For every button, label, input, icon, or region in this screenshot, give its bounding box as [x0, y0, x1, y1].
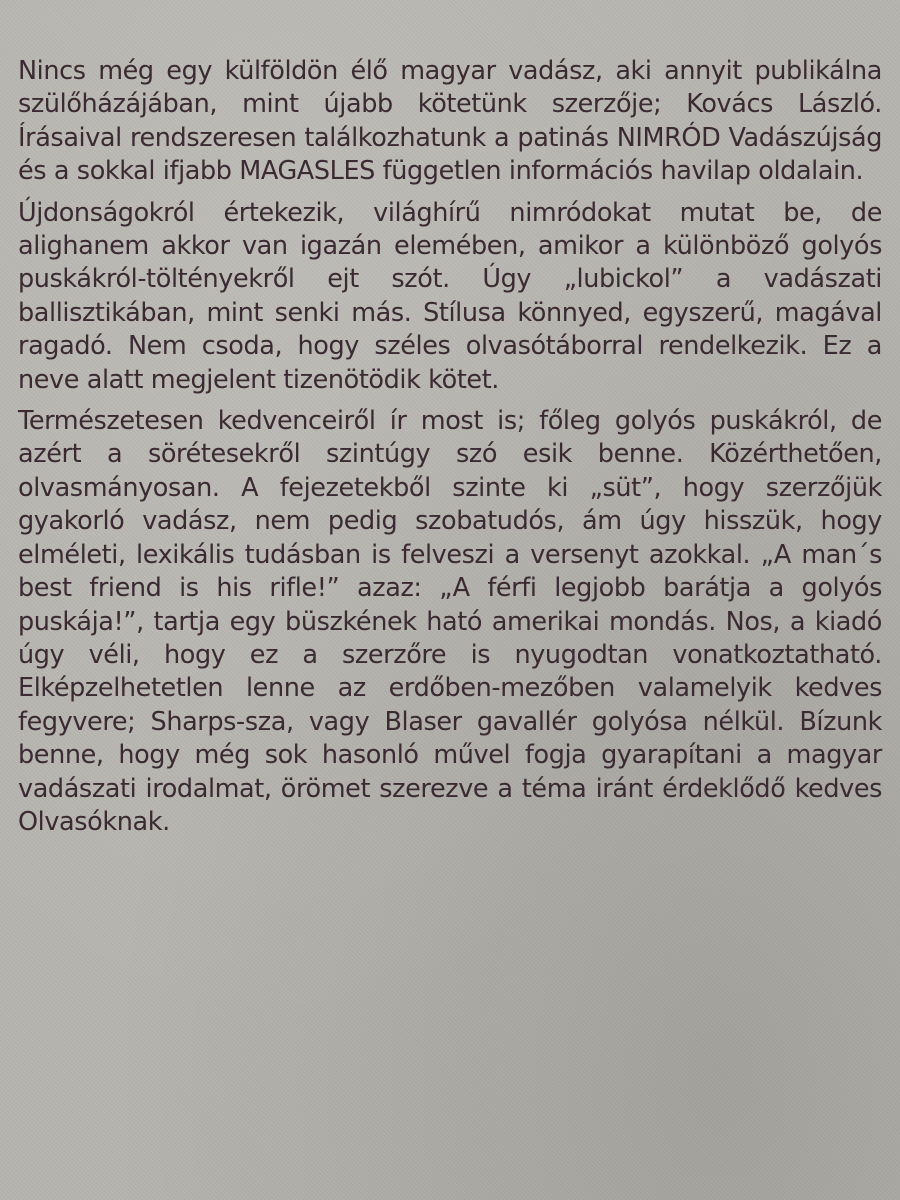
- blurb-text: [18, 55, 882, 847]
- paragraph-3: Természetesen kedvenceiről ír most is; főleg golyós puskákról, de azért a sörétesekről szintúgy szó esik benne. Közérthetően, olvasmányosan. A fejezetekből szinte ki „süt”, hogy szerzőjük gyakorló vadász, nem pedig szobatudós, ám úgy hisszük, hogy elméleti, lexikális tudásban is felveszi a versenyt azokkal. „A man´s best friend is his rifle!” azaz: „A férfi legjobb barátja a golyós puskája!”, tartja egy büszkének ható amerikai mondás. Nos, a kiadó úgy véli, hogy ez a szerzőre is nyugodtan vonatkoztatható. Elképzelhetetlen lenne az erdőben-mezőben valamelyik kedves fegyvere; Sharps-sza, vagy Blaser gavallér golyósa nélkül. Bízunk benne, hogy még sok hasonló művel fogja gyarapítani a magyar vadászati irodalmat, örömet szerezve a téma iránt érdeklődő kedves Olvasóknak.: [18, 406, 882, 837]
- paragraph-2: Újdonságokról értekezik, világhírű nimródokat mutat be, de alighanem akkor van igazán elemében, amikor a különböző golyós puskákról-töltényekről ejt szót. Úgy „lubickol” a vadászati ballisztikában, mint senki más. Stílusa könnyed, egyszerű, magával ragadó. Nem csoda, hogy széles olvasótáborral rendelkezik. Ez a neve alatt megjelent tizenötödik kötet.: [18, 197, 882, 395]
- paragraph-1: Nincs még egy külföldön élő magyar vadász, aki annyit publikálna szülőházájában, mint újabb kötetünk szerzője; Kovács László. Írásaival rendszeresen találkozhatunk a patinás NIMRÓD Vadászújság és a sokkal ifjabb MAGASLES független információs havilap oldalain.: [18, 56, 882, 187]
